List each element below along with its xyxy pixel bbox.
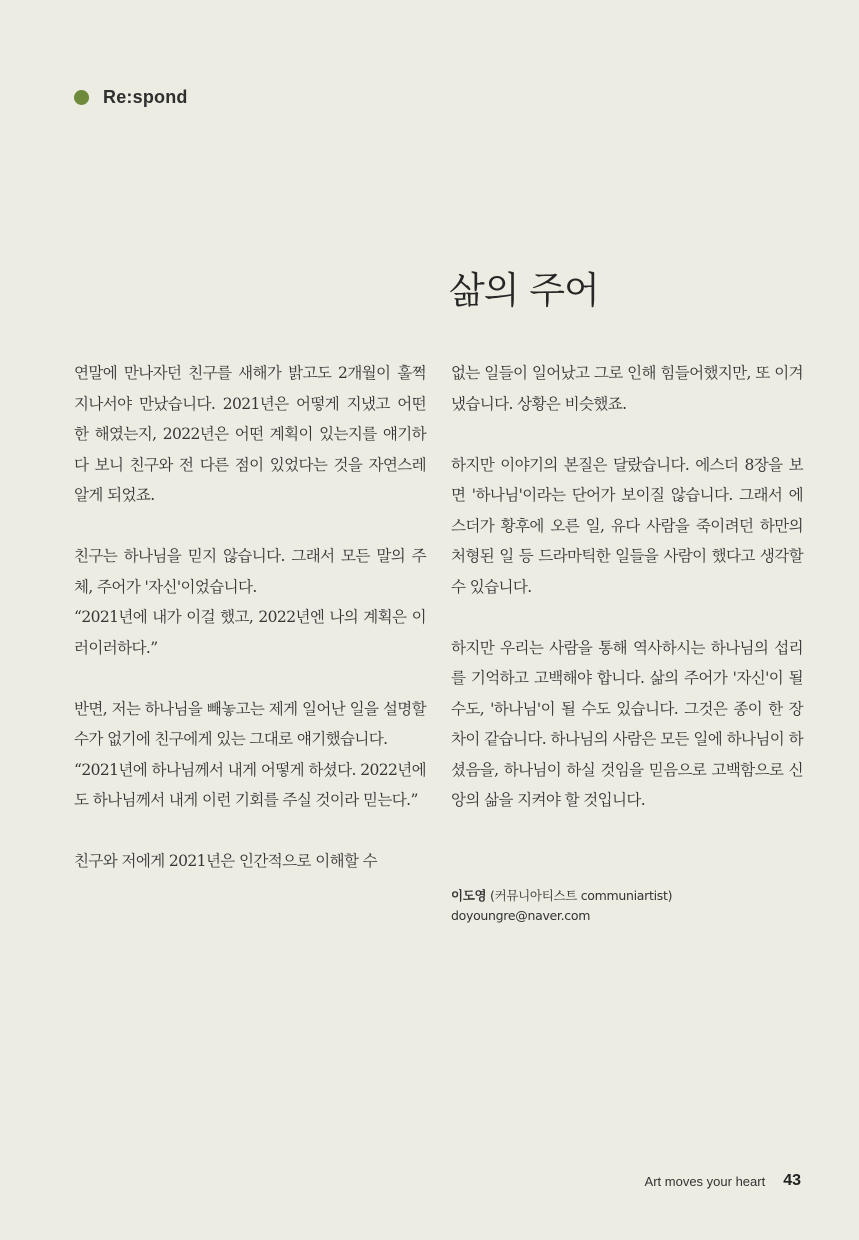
quote-paragraph: “2021년에 하나님께서 내게 어떻게 하셨다. 2022년에도 하나님께서 내게 이런 기회를 주실 것이라 믿는다.” xyxy=(74,760,426,809)
right-column xyxy=(451,358,803,816)
page-number: 43 xyxy=(783,1172,801,1189)
paragraph: 친구는 하나님을 믿지 않습니다. 그래서 모든 말의 주체, 주어가 '자신'이었습니다. xyxy=(74,547,426,596)
paragraph: 하지만 이야기의 본질은 달랐습니다. 에스더 8장을 보면 '하나님'이라는 단어가 보이질 않습니다. 그래서 에스더가 황후에 오른 일, 유다 사람을 죽이려던 하만의 처형된 일 등 드라마틱한 일들을 사람이 했다고 생각할 수 있습니다. xyxy=(451,455,803,596)
author-role: (커뮤니아티스트 communiartist) xyxy=(490,888,673,903)
author-email: doyoungre@naver.com xyxy=(451,908,591,923)
page-footer xyxy=(645,1172,801,1190)
left-column xyxy=(74,358,426,877)
author-credit xyxy=(451,886,672,926)
paragraph: 없는 일들이 일어났고 그로 인해 힘들어했지만, 또 이겨냈습니다. 상황은 비슷했죠. xyxy=(451,364,803,413)
paragraph: 하지만 우리는 사람을 통해 역사하시는 하나님의 섭리를 기억하고 고백해야 합니다. 삶의 주어가 '자신'이 될 수도, '하나님'이 될 수도 있습니다. 그것은 종이 한 장 차이 같습니다. 하나님의 사람은 모든 일에 하나님이 하셨음을, 하나님이 하실 것임을 믿음으로 고백함으로 신앙의 삶을 지켜야 할 것입니다. xyxy=(451,638,803,809)
section-dot-icon xyxy=(74,90,89,105)
quote-paragraph: “2021년에 내가 이걸 했고, 2022년엔 나의 계획은 이러이러하다.” xyxy=(74,608,426,657)
paragraph: 친구와 저에게 2021년은 인간적으로 이해할 수 xyxy=(74,852,378,870)
article-title: 삶의 주어 xyxy=(449,269,599,312)
section-tag-label: Re:spond xyxy=(103,86,188,107)
paragraph: 연말에 만나자던 친구를 새해가 밝고도 2개월이 훌쩍 지나서야 만났습니다. 2021년은 어떻게 지냈고 어떤 한 해였는지, 2022년은 어떤 계획이 있는지를 얘기하다 보니 친구와 전 다른 점이 있었다는 것을 자연스레 알게 되었죠. xyxy=(74,364,426,504)
section-tag xyxy=(74,86,188,108)
paragraph: 반면, 저는 하나님을 빼놓고는 제게 일어난 일을 설명할 수가 없기에 친구에게 있는 그대로 얘기했습니다. xyxy=(74,699,426,748)
footer-tagline: Art moves your heart xyxy=(644,1173,766,1189)
author-name: 이도영 xyxy=(451,888,487,903)
